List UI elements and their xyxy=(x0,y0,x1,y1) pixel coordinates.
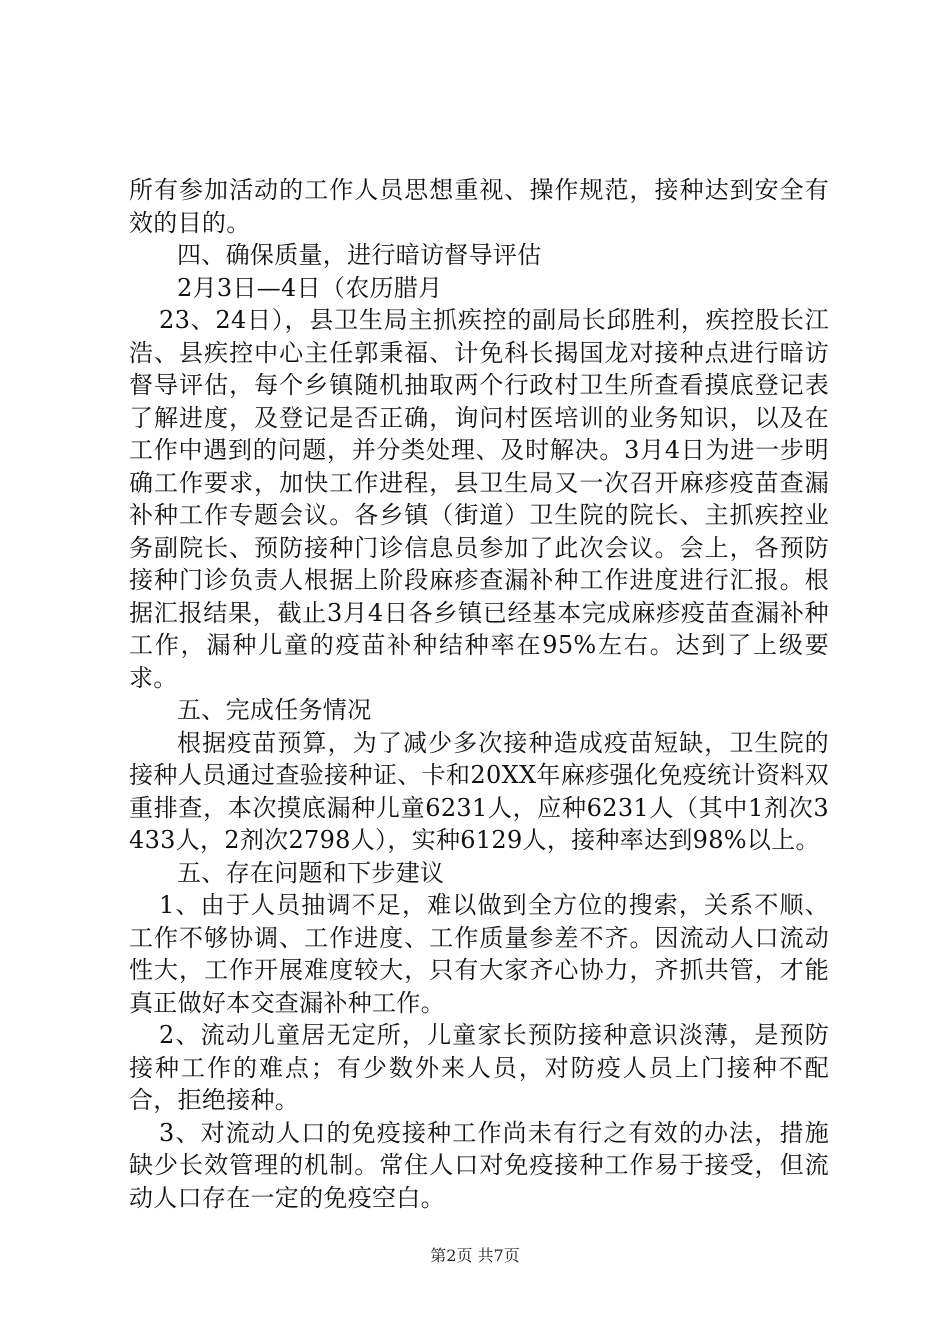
paragraph-problem-2: 2、流动儿童居无定所，儿童家长预防接种意识淡薄，是预防接种工作的难点；有少数外来人员，对防疫人员上门接种不配合，拒绝接种。 xyxy=(129,1021,829,1114)
section-heading-5: 五、完成任务情况 xyxy=(177,696,372,724)
page-number-footer: 第2页 共7页 xyxy=(430,1246,520,1265)
document-body xyxy=(129,174,829,1214)
paragraph-date-line: 2月3日—4日（农历腊月 xyxy=(177,273,443,302)
paragraph-problem-1: 1、由于人员抽调不足，难以做到全方位的搜索，关系不顺、工作不够协调、工作进度、工作质量参差不齐。因流动人口流动性大，工作开展难度较大，只有大家齐心协力，齐抓共管，才能真正做好本交查漏补种工作。 xyxy=(129,891,829,1017)
paragraph-task-completion: 根据疫苗预算，为了减少多次接种造成疫苗短缺，卫生院的接种人员通过查验接种证、卡和20XX年麻疹强化免疫统计资料双重排查，本次摸底漏种儿童6231人，应种6231人（其中1剂次3433人，2剂次2798人），实种6129人，接种率达到98%以上。 xyxy=(129,728,829,854)
section-heading-problems: 五、存在问题和下步建议 xyxy=(177,858,445,887)
paragraph-1: 所有参加活动的工作人员思想重视、操作规范，接种达到安全有效的目的。 xyxy=(129,176,829,237)
paragraph-problem-3: 3、对流动人口的免疫接种工作尚未有行之有效的办法，措施缺少长效管理的机制。常住人口对免疫接种工作易于接受，但流动人口存在一定的免疫空白。 xyxy=(129,1118,829,1212)
section-heading-4: 四、确保质量，进行暗访督导评估 xyxy=(177,241,542,269)
paragraph-supervision: 23、24日），县卫生局主抓疾控的副局长邱胜利，疾控股长江浩、县疾控中心主任郭秉福、计免科长揭国龙对接种点进行暗访督导评估，每个乡镇随机抽取两个行政村卫生所查看摸底登记表了解进度，及登记是否正确，询问村医培训的业务知识，以及在工作中遇到的问题，并分类处理、及时解决。3月4日为进一步明确工作要求，加快工作进程，县卫生局又一次召开麻疹疫苗查漏补种工作专题会议。各乡镇（街道）卫生院的院长、主抓疾控业务副院长、预防接种门诊信息员参加了此次会议。会上，各预防接种门诊负责人根据上阶段麻疹查漏补种工作进度进行汇报。根据汇报结果，截止3月4日各乡镇已经基本完成麻疹疫苗查漏补种工作，漏种儿童的疫苗补种结种率在95%左右。达到了上级要求。 xyxy=(129,306,829,692)
